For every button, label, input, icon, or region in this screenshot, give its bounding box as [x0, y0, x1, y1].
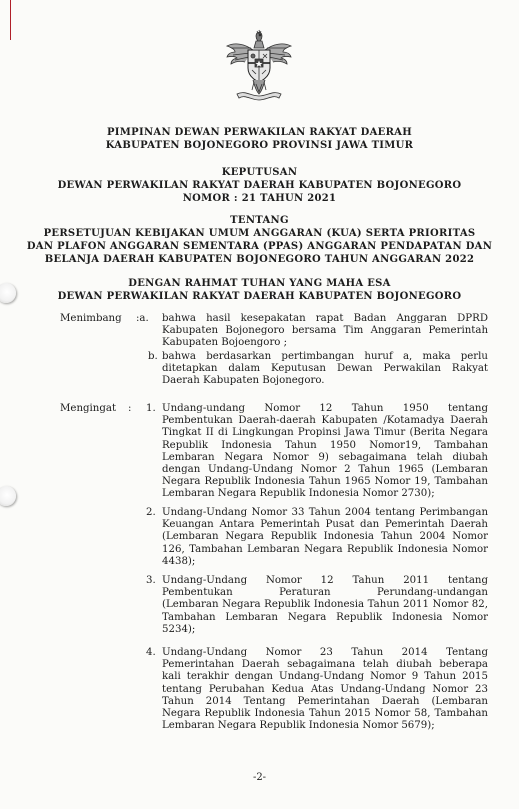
- mengingat-item-2: [162, 507, 488, 568]
- decision-title: KEPUTUSAN: [221, 167, 298, 178]
- text-line: 4438);: [162, 555, 196, 567]
- text-line: ditetapkan dalam Keputusan Dewan Perwakilan Rakyat: [162, 363, 488, 375]
- edge-mark: [10, 0, 11, 40]
- text-line: Republik Indonesia Tahun 1950 Nomor19, Tambahan: [162, 439, 488, 451]
- menimbang-marker-b: b.: [148, 351, 158, 362]
- text-line: Undang-Undang Nomor 33 Tahun 2004 tentang Perimbangan: [162, 507, 488, 518]
- text-line: dengan Undang-Undang Nomor 2 Tahun 1965 (Lembaran: [162, 464, 488, 476]
- decision-number: NOMOR : 21 TAHUN 2021: [182, 193, 337, 204]
- text-line: Undang-undang Nomor 12 Tahun 1950 tentang: [162, 403, 488, 414]
- header-line-2: KABUPATEN BOJONEGORO PROVINSI JAWA TIMUR: [105, 140, 414, 151]
- mengingat-colon: :: [128, 403, 132, 414]
- mengingat-marker-3: 3.: [146, 575, 156, 586]
- decision-body: DEWAN PERWAKILAN RAKYAT DAERAH KABUPATEN BOJONEGORO: [57, 180, 462, 191]
- blessing-line-1: DENGAN RAHMAT TUHAN YANG MAHA ESA: [128, 278, 391, 289]
- menimbang-item-a: [162, 313, 488, 350]
- text-line: Kabupaten Bojoengoro ;: [162, 337, 288, 349]
- text-line: Pembentukan Peraturan Perundang-undangan: [162, 587, 488, 599]
- subject-line-3: BELANJA DAERAH KABUPATEN BOJONEGORO TAHUN ANGGARAN 2022: [44, 254, 475, 265]
- text-line: bahwa berdasarkan pertimbangan huruf a, maka perlu: [162, 351, 488, 362]
- text-line: Tambahan Lembaran Negara Republik Indonesia Nomor: [162, 611, 488, 623]
- menimbang-marker-a: :a.: [136, 313, 149, 324]
- text-line: Lembaran Negara Republik Indonesia Nomor 5679);: [162, 720, 435, 732]
- text-line: bahwa hasil kesepakatan rapat Badan Anggaran DPRD: [162, 313, 488, 324]
- menimbang-label: Menimbang: [60, 313, 122, 324]
- text-line: (Lembaran Negara Republik Indonesia Tahun 2004 Nomor: [162, 531, 488, 543]
- text-line: Pemerintahan Daerah sebagaimana telah diubah beberapa: [162, 659, 488, 671]
- blessing-line-2: DEWAN PERWAKILAN RAKYAT DAERAH KABUPATEN BOJONEGORO: [57, 291, 462, 302]
- menimbang-item-b: [162, 351, 488, 388]
- page-number: -2-: [252, 772, 267, 783]
- mengingat-item-1: [162, 403, 488, 501]
- mengingat-item-4: [162, 647, 488, 732]
- mengingat-marker-2: 2.: [146, 507, 156, 518]
- text-line: Keuangan Antara Pemerintah Pusat dan Pemerintah Daerah: [162, 519, 488, 531]
- text-line: Negara Republik Indonesia Tahun 1965 Nomor 19, Tambahan: [162, 476, 488, 488]
- text-line: Tahun 2014 Tentang Pemerintahan Daerah (Lembaran: [162, 695, 488, 707]
- text-line: Undang-Undang Nomor 12 Tahun 2011 tentang: [162, 575, 488, 586]
- text-line: 126, Tambahan Lembaran Negara Republik Indonesia Nomor: [162, 543, 488, 555]
- text-line: Pembentukan Daerah-daerah Kabupaten /Kotamadya Daerah: [162, 415, 488, 427]
- text-line: Daerah Kabupaten Bojonegoro.: [162, 375, 325, 387]
- text-line: tentang Perubahan Kedua Atas Undang-Undang Nomor 23: [162, 683, 488, 695]
- text-line: kali terakhir dengan Undang-Undang Nomor 9 Tahun 2015: [162, 671, 488, 683]
- garuda-emblem-icon: [223, 28, 295, 108]
- mengingat-marker-4: 4.: [146, 647, 156, 658]
- text-line: Lembaran Negara Nomor 9) sebagaimana telah diubah: [162, 451, 488, 463]
- header-line-1: PIMPINAN DEWAN PERWAKILAN RAKYAT DAERAH: [106, 127, 412, 138]
- subject-line-1: PERSETUJUAN KEBIJAKAN UMUM ANGGARAN (KUA) SERTA PRIORITAS: [43, 228, 476, 239]
- text-line: Undang-Undang Nomor 23 Tahun 2014 Tentang: [162, 647, 488, 658]
- subject-title: TENTANG: [230, 215, 289, 226]
- text-line: (Lembaran Negara Republik Indonesia Tahun 2011 Nomor 82,: [162, 599, 488, 611]
- text-line: Negara Republik Indonesia Tahun 2015 Nomor 58, Tambahan: [162, 708, 488, 720]
- text-line: 5234);: [162, 623, 196, 635]
- text-line: Tingkat II di Lingkungan Propinsi Jawa Timur (Berita Negara: [162, 427, 488, 439]
- text-line: Lembaran Negara Republik Indonesia Nomor 2730);: [162, 488, 435, 500]
- mengingat-item-3: [162, 575, 488, 636]
- mengingat-label: Mengingat: [60, 403, 117, 414]
- mengingat-marker-1: 1.: [146, 403, 156, 414]
- text-line: Kabupaten Bojonegoro bersama Tim Anggaran Pemerintah: [162, 325, 488, 337]
- punch-hole-bottom: [0, 486, 16, 506]
- subject-line-2: DAN PLAFON ANGGARAN SEMENTARA (PPAS) ANGGARAN PENDAPATAN DAN: [26, 241, 493, 252]
